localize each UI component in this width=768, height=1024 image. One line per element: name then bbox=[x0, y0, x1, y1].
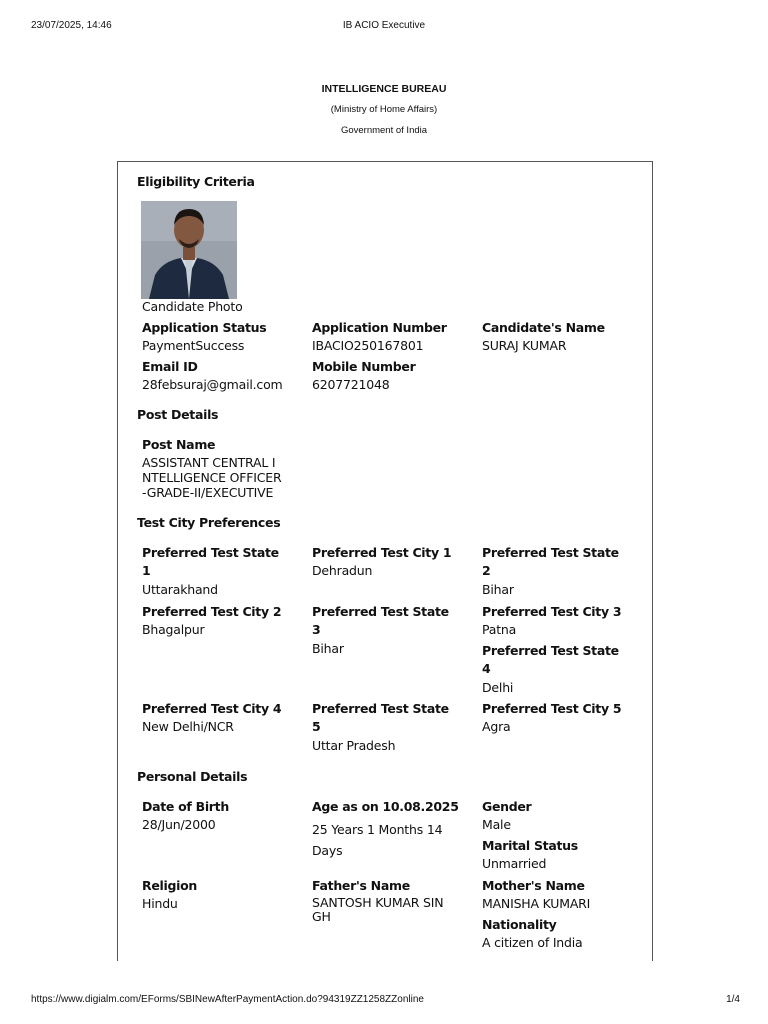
gender-value: Male bbox=[482, 817, 511, 832]
state2-label-line-1: Preferred Test State bbox=[482, 545, 619, 560]
city5-label: Preferred Test City 5 bbox=[482, 701, 622, 716]
post-name-line-2: NTELLIGENCE OFFICER bbox=[142, 470, 282, 485]
state1-label-line-2: 1 bbox=[142, 563, 151, 578]
state5-label-line-1: Preferred Test State bbox=[312, 701, 449, 716]
age-line-2: Days bbox=[312, 843, 343, 858]
org-name: INTELLIGENCE BUREAU bbox=[321, 83, 447, 95]
city4-value: New Delhi/NCR bbox=[142, 719, 234, 734]
religion-label: Religion bbox=[142, 878, 197, 893]
print-title: IB ACIO Executive bbox=[342, 20, 426, 31]
candidate-photo bbox=[141, 201, 237, 299]
city1-value: Dehradun bbox=[312, 563, 373, 578]
age-label: Age as on 10.08.2025 bbox=[312, 799, 459, 814]
marital-label: Marital Status bbox=[482, 838, 578, 853]
city5-value: Agra bbox=[482, 719, 511, 734]
application-number-label: Application Number bbox=[312, 320, 447, 335]
state3-value: Bihar bbox=[312, 641, 344, 656]
age-line-1: 25 Years 1 Months 14 bbox=[312, 822, 443, 837]
city1-label: Preferred Test City 1 bbox=[312, 545, 452, 560]
father-line-2: GH bbox=[312, 909, 331, 924]
state4-label-line-1: Preferred Test State bbox=[482, 643, 619, 658]
post-details-heading: Post Details bbox=[137, 407, 219, 422]
state4-label-line-2: 4 bbox=[482, 661, 491, 676]
city2-value: Bhagalpur bbox=[142, 622, 205, 637]
city3-value: Patna bbox=[482, 622, 517, 637]
photo-caption: Candidate Photo bbox=[142, 299, 243, 314]
gender-label: Gender bbox=[482, 799, 532, 814]
marital-value: Unmarried bbox=[482, 856, 547, 871]
city2-label: Preferred Test City 2 bbox=[142, 604, 282, 619]
state5-label-line-2: 5 bbox=[312, 719, 321, 734]
post-name-line-3: -GRADE-II/EXECUTIVE bbox=[142, 485, 274, 500]
org-ministry: (Ministry of Home Affairs) bbox=[330, 104, 438, 115]
post-name-line-1: ASSISTANT CENTRAL I bbox=[142, 455, 276, 470]
nationality-value: A citizen of India bbox=[482, 935, 583, 950]
state1-label-line-1: Preferred Test State bbox=[142, 545, 279, 560]
state2-label-line-2: 2 bbox=[482, 563, 491, 578]
state3-label-line-1: Preferred Test State bbox=[312, 604, 449, 619]
nationality-label: Nationality bbox=[482, 917, 557, 932]
state4-value: Delhi bbox=[482, 680, 514, 695]
print-url: https://www.digialm.com/EForms/SBINewAfterPaymentAction.do?94319ZZ1258ZZonline bbox=[31, 994, 424, 1005]
father-label: Father's Name bbox=[312, 878, 410, 893]
state5-value: Uttar Pradesh bbox=[312, 738, 396, 753]
print-datetime: 23/07/2025, 14:46 bbox=[31, 20, 112, 31]
email-label: Email ID bbox=[142, 359, 198, 374]
father-line-1: SANTOSH KUMAR SIN bbox=[312, 895, 444, 910]
mother-label: Mother's Name bbox=[482, 878, 585, 893]
email-value: 28febsuraj@gmail.com bbox=[142, 377, 283, 392]
personal-details-heading: Personal Details bbox=[137, 769, 248, 784]
city4-label: Preferred Test City 4 bbox=[142, 701, 282, 716]
mother-value: MANISHA KUMARI bbox=[482, 896, 591, 911]
city3-label: Preferred Test City 3 bbox=[482, 604, 622, 619]
org-government: Government of India bbox=[340, 125, 428, 136]
state2-value: Bihar bbox=[482, 582, 514, 597]
mobile-value: 6207721048 bbox=[312, 377, 390, 392]
candidate-name-label: Candidate's Name bbox=[482, 320, 605, 335]
state3-label-line-2: 3 bbox=[312, 622, 321, 637]
application-number-value: IBACIO250167801 bbox=[312, 338, 424, 353]
application-status-value: PaymentSuccess bbox=[142, 338, 245, 353]
page-number: 1/4 bbox=[726, 994, 740, 1005]
eligibility-heading: Eligibility Criteria bbox=[137, 174, 255, 189]
religion-value: Hindu bbox=[142, 896, 178, 911]
mobile-label: Mobile Number bbox=[312, 359, 416, 374]
application-form bbox=[117, 161, 653, 961]
dob-label: Date of Birth bbox=[142, 799, 229, 814]
application-status-label: Application Status bbox=[142, 320, 267, 335]
test-city-heading: Test City Preferences bbox=[137, 515, 281, 530]
candidate-name-value: SURAJ KUMAR bbox=[482, 338, 567, 353]
post-name-label: Post Name bbox=[142, 437, 216, 452]
dob-value: 28/Jun/2000 bbox=[142, 817, 216, 832]
state1-value: Uttarakhand bbox=[142, 582, 218, 597]
